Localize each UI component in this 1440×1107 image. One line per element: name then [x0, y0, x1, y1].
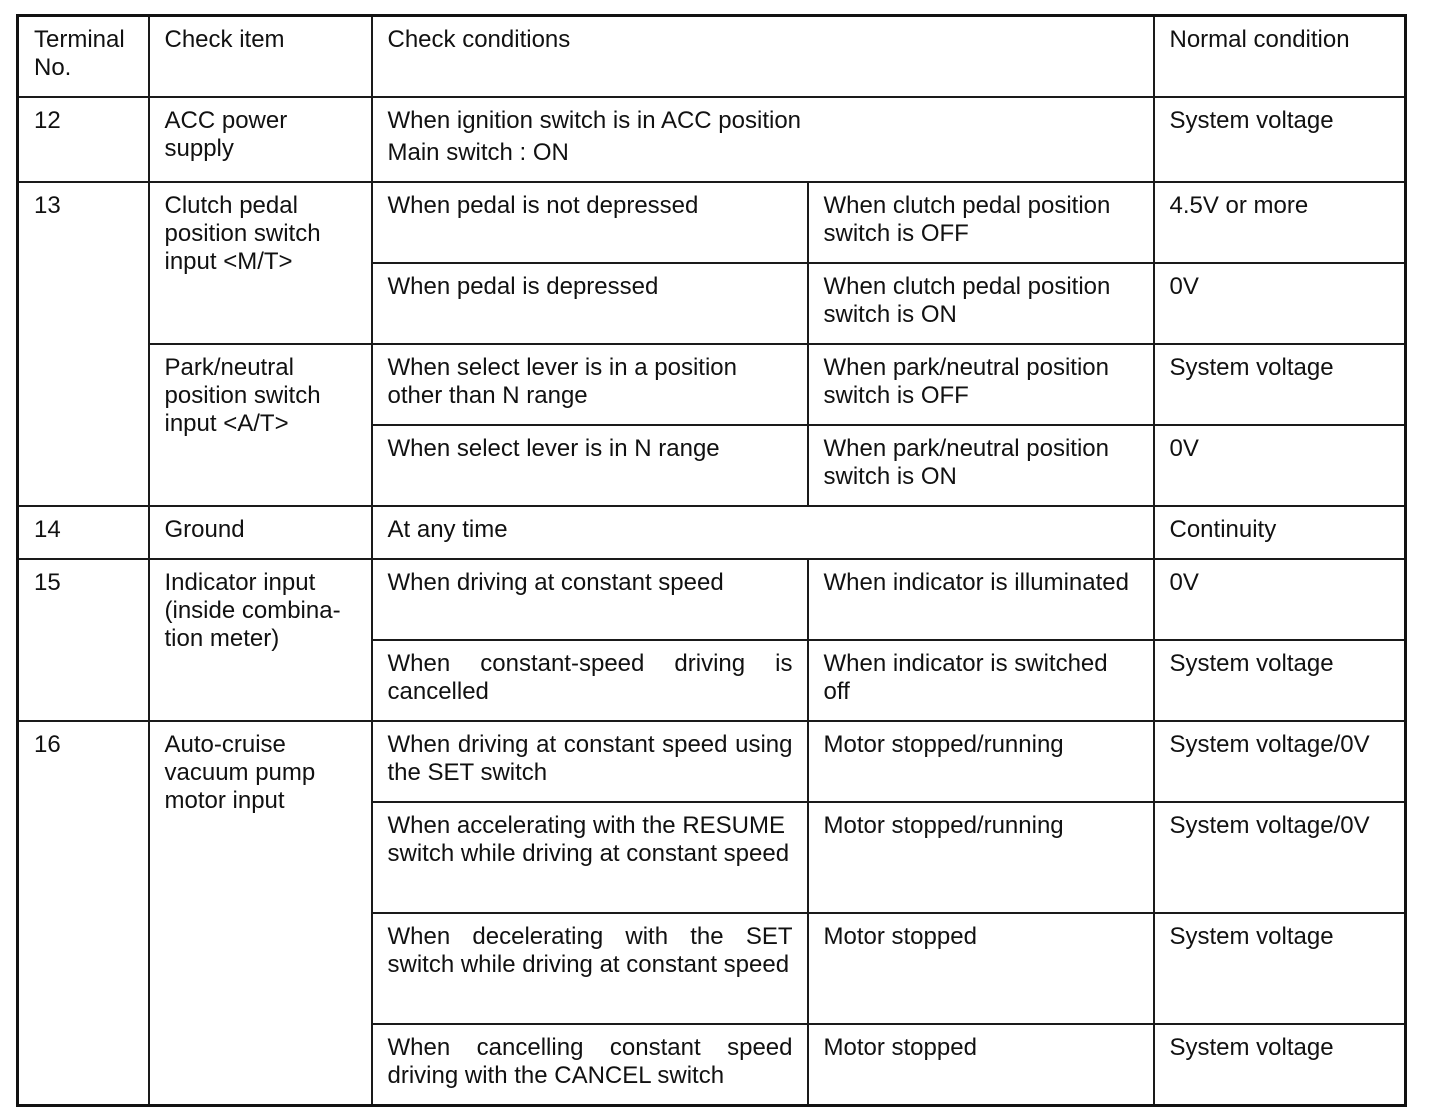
- motor-state: Motor stopped: [808, 1024, 1154, 1106]
- normal-condition: System voltage: [1154, 344, 1406, 425]
- normal-condition: System voltage: [1154, 913, 1406, 1024]
- terminal-check-table: [16, 14, 1407, 1107]
- check-condition: When accelerating with the RESUME switch while driving at constant speed: [372, 802, 808, 913]
- normal-condition: 0V: [1154, 425, 1406, 506]
- header-normal-condition: Normal condition: [1154, 16, 1406, 98]
- normal-condition: System voltage: [1154, 97, 1406, 182]
- terminal-number: 14: [18, 506, 149, 559]
- header-check-conditions: Check conditions: [372, 16, 1154, 98]
- inspection-table-sheet: [16, 14, 1407, 1107]
- indicator-state: When indicator is illuminated: [808, 559, 1154, 640]
- motor-state: Motor stopped: [808, 913, 1154, 1024]
- switch-state: When park/neutral position switch is ON: [808, 425, 1154, 506]
- normal-condition: 0V: [1154, 559, 1406, 640]
- header-check-item: Check item: [149, 16, 372, 98]
- normal-condition: Continuity: [1154, 506, 1406, 559]
- check-condition-line-1: When ignition switch is in ACC position: [387, 107, 802, 134]
- check-condition: At any time: [372, 506, 1154, 559]
- check-item: Clutch pedal position switch input <M/T>: [149, 182, 372, 344]
- check-item: Park/neutral position switch input <A/T>: [149, 344, 372, 506]
- table-header-row: [18, 16, 1406, 98]
- check-condition: When pedal is depressed: [372, 263, 808, 344]
- motor-state: Motor stopped/running: [808, 802, 1154, 913]
- switch-state: When clutch pedal position switch is OFF: [808, 182, 1154, 263]
- table-row-terminal-12: [18, 97, 1406, 182]
- terminal-number: 12: [18, 97, 149, 182]
- terminal-number: 13: [18, 182, 149, 506]
- terminal-number: 16: [18, 721, 149, 1106]
- check-item: Indicator input (inside combina-tion meter): [149, 559, 372, 721]
- switch-state: When park/neutral position switch is OFF: [808, 344, 1154, 425]
- check-item: Auto-cruise vacuum pump motor input: [149, 721, 372, 1106]
- check-condition: [372, 97, 1154, 182]
- check-condition: When cancelling constant speed driving with the CANCEL switch: [372, 1024, 808, 1106]
- header-terminal-no: Terminal No.: [18, 16, 149, 98]
- check-condition: When pedal is not depressed: [372, 182, 808, 263]
- check-item: Ground: [149, 506, 372, 559]
- table-row-terminal-15-a: [18, 559, 1406, 640]
- table-row-terminal-13-a: [18, 182, 1406, 263]
- normal-condition: System voltage: [1154, 1024, 1406, 1106]
- motor-state: Motor stopped/running: [808, 721, 1154, 802]
- check-item: ACC power supply: [149, 97, 372, 182]
- normal-condition: 4.5V or more: [1154, 182, 1406, 263]
- table-row-terminal-14: [18, 506, 1406, 559]
- terminal-number: 15: [18, 559, 149, 721]
- check-condition: When select lever is in a position other than N range: [372, 344, 808, 425]
- check-condition: When select lever is in N range: [372, 425, 808, 506]
- check-condition: When constant-speed driving is cancelled: [372, 640, 808, 721]
- table-row-terminal-13-c: [18, 344, 1406, 425]
- normal-condition: System voltage/0V: [1154, 802, 1406, 913]
- check-condition: When decelerating with the SET switch while driving at constant speed: [372, 913, 808, 1024]
- check-condition: When driving at constant speed using the SET switch: [372, 721, 808, 802]
- check-condition: When driving at constant speed: [372, 559, 808, 640]
- check-condition-line-2: Main switch : ON: [387, 139, 569, 166]
- switch-state: When clutch pedal position switch is ON: [808, 263, 1154, 344]
- normal-condition: System voltage/0V: [1154, 721, 1406, 802]
- normal-condition: System voltage: [1154, 640, 1406, 721]
- normal-condition: 0V: [1154, 263, 1406, 344]
- indicator-state: When indicator is switched off: [808, 640, 1154, 721]
- table-row-terminal-16-a: [18, 721, 1406, 802]
